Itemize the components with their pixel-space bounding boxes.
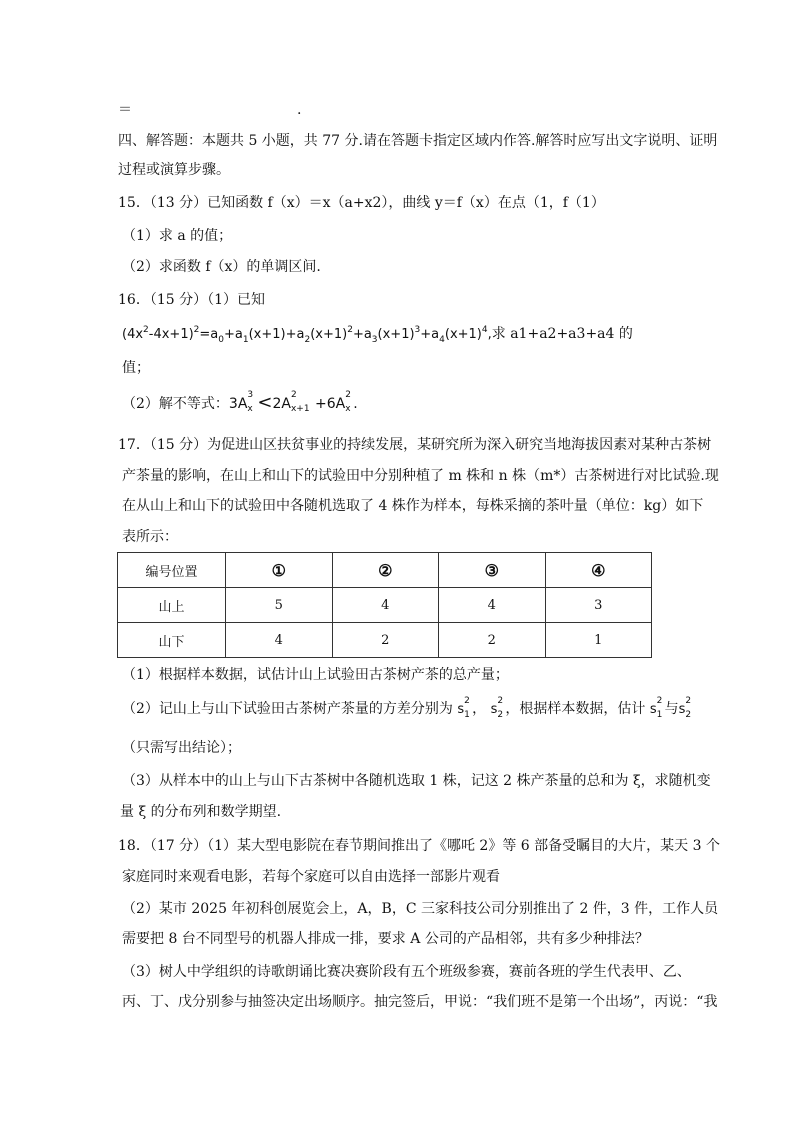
q17-stem-1: 17．（15 分）为促进山区扶贫事业的持续发展，某研究所为深入研究当地海拔因素对某种古茶树 (118, 437, 712, 453)
q17-part1: （1）根据样本数据，试估计山上试验田古茶树产茶的总产量； (122, 667, 509, 683)
eq-part: (x+1) (444, 327, 482, 342)
table-cell: 3 (545, 588, 652, 623)
q17-stem-2: 产茶量的影响，在山上和山下的试验田中分别种植了 m 株和 n 株（m*）古茶树进行对比试验.现 (122, 468, 719, 484)
eq-sub: 0 (218, 335, 224, 345)
eq-sup: 2 (347, 325, 353, 335)
eq-sup: 4 (481, 325, 488, 335)
q17-part3: （3）从样本中的山上与山下古茶树中各随机选取 1 株，记这 2 株产茶量的总和为 ξ，求随机变 (122, 773, 711, 789)
eq-part: =a (199, 327, 219, 342)
table-header-cell: ④ (545, 553, 652, 588)
equals-sign: ＝ (118, 102, 132, 118)
table-cell: 山上 (118, 588, 226, 623)
eq-part: +a (224, 327, 243, 342)
eq-part: (x+1) (310, 327, 348, 342)
ineq-sub: x (247, 404, 253, 414)
sample-table (117, 552, 652, 658)
q17-stem-4: 表所示： (122, 529, 178, 545)
table-row (118, 588, 652, 623)
q15-part1: （1）求 a 的值； (122, 228, 233, 244)
s-symbol: s (678, 702, 686, 717)
q17-part2-end: （只需写出结论）； (122, 740, 241, 756)
eq-part: (4x (122, 327, 144, 342)
q18-stem-1: 18．（17 分）（1）某大型电影院在春节期间推出了《哪吒 2》等 6 部备受瞩目的大片，某天 3 个 (118, 838, 720, 854)
ineq-sup: 2 (345, 390, 351, 400)
s-sup: 2 (497, 696, 504, 706)
q18-part3: （3）树人中学组织的诗歌朗诵比赛决赛阶段有五个班级参赛，赛前各班的学生代表甲、乙、 (122, 964, 691, 980)
table-header-cell: ② (332, 553, 439, 588)
eq-sub: 3 (371, 335, 378, 345)
q16-part2-label: （2）解不等式： (122, 396, 229, 412)
s-sup: 2 (464, 696, 470, 706)
table-header-cell: 编号位置 (118, 553, 226, 588)
eq-sup: 2 (193, 325, 200, 335)
ineq-sub: x+1 (290, 404, 310, 414)
table-row (118, 623, 652, 658)
q17-part2-text: ，根据样本数据，估计 (505, 701, 646, 717)
blank-end-dot: . (297, 102, 302, 118)
table-cell: 1 (545, 623, 652, 658)
variance-s2 (490, 696, 506, 720)
ineq-part: +6A (314, 396, 346, 412)
s-symbol: s (490, 702, 498, 717)
q18-part2: （2）某市 2025 年初科创展览会上，A，B，C 三家科技公司分别推出了 2 件，3 件，工作人员 (122, 901, 719, 917)
eq-part: (x+1)+a (248, 327, 305, 342)
q15-part2: （2）求函数 f（x）的单调区间. (122, 259, 321, 275)
q16-eq-end: 值； (122, 360, 150, 376)
eq-sub: 2 (304, 335, 311, 345)
ineq-part: 2A (272, 396, 291, 412)
q17-part2-text: （2）记山上与山下试验田古茶树产茶量的方差分别为 (122, 701, 453, 717)
q16-part2 (122, 390, 358, 414)
variance-s1 (457, 696, 472, 720)
table-cell: 4 (439, 588, 546, 623)
q18-stem-2: 家庭同时来观看电影，若每个家庭可以自由选择一部影片观看 (122, 869, 500, 885)
table-header-cell: ① (226, 553, 333, 588)
s-sub: 1 (656, 710, 663, 720)
s-symbol: s (649, 702, 657, 717)
eq-part: +a (420, 327, 440, 342)
ineq-part: 3A (228, 396, 248, 412)
eq-sub: 4 (439, 335, 445, 345)
q17-stem-3: 在从山上和山下的试验田中各随机选取了 4 株作为样本，每株采摘的茶叶量（单位：kg）如下 (122, 498, 704, 514)
q17-part2-text: 与 (664, 701, 679, 717)
q16-stem: 16．（15 分）（1）已知 (118, 292, 265, 308)
q18-part2-cont: 需要把 8 台不同型号的机器人排成一排，要求 A 公司的产品相邻，共有多少种排法？ (122, 931, 649, 947)
q17-part2 (122, 696, 693, 720)
ineq-end: . (353, 396, 358, 412)
table-cell: 4 (226, 623, 333, 658)
s-symbol: s (457, 702, 465, 717)
eq-part: +a (352, 327, 372, 342)
table-cell: 4 (332, 588, 439, 623)
eq-sub: 1 (242, 335, 249, 345)
section-heading: 四、解答题：本题共 5 小题，共 77 分.请在答题卡指定区域内作答.解答时应写出文字说明、证明 (118, 133, 718, 149)
q15-stem: 15．（13 分）已知函数 f（x）＝x（a+x2），曲线 y＝f（x）在点（1，f（1） (118, 195, 605, 211)
answer-blank-line (118, 100, 301, 120)
q18-part3-cont: 丙、丁、戊分别参与抽签决定出场顺序。抽完签后，甲说：“我们班不是第一个出场”，丙说：“我 (122, 994, 718, 1010)
eq-sup: 3 (414, 325, 421, 335)
s-sup: 2 (685, 696, 692, 706)
s-sub: 2 (497, 710, 504, 720)
table-header-row (118, 553, 652, 588)
ineq-sup: 2 (290, 390, 297, 400)
eq-part: (x+1) (377, 327, 415, 342)
table-cell: 山下 (118, 623, 226, 658)
q17-part3-cont: 量 ξ 的分布列和数学期望. (120, 804, 282, 820)
eq-sup: 2 (143, 325, 149, 335)
comma: ， (472, 701, 487, 717)
table-cell: 5 (226, 588, 333, 623)
q16-inequality (228, 390, 358, 414)
s-sup: 2 (656, 696, 663, 706)
ineq-sup: 3 (247, 390, 254, 400)
s-sub: 2 (685, 710, 692, 720)
table-cell: 2 (332, 623, 439, 658)
section-heading-cont: 过程或演算步骤。 (118, 162, 230, 178)
ineq-sub: x (345, 404, 351, 414)
eq-part: , (487, 327, 492, 342)
table-header-cell: ③ (439, 553, 546, 588)
table-cell: 2 (439, 623, 546, 658)
eq-part: -4x+1) (148, 327, 194, 342)
variance-s1-b (649, 696, 665, 720)
s-sub: 1 (464, 710, 470, 720)
q16-equation (122, 324, 633, 346)
q16-eq-tail: 求 a1+a2+a3+a4 的 (491, 326, 633, 342)
ineq-lt: < (257, 392, 273, 413)
variance-s2-b (678, 696, 694, 720)
